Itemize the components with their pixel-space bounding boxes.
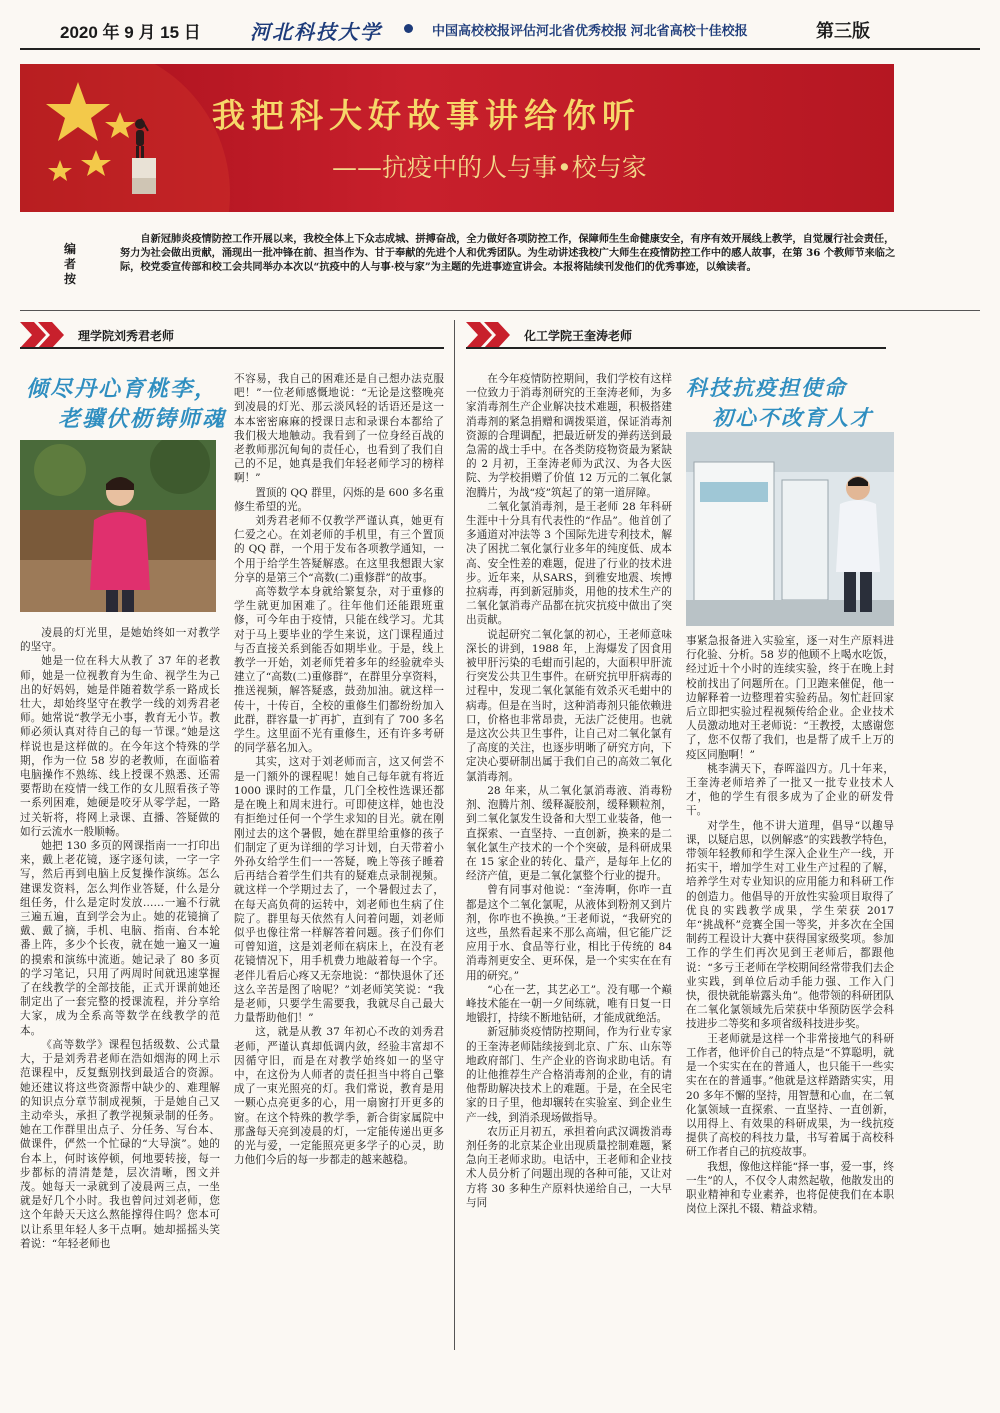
- paragraph: 曾有同事对他说：“奎涛啊，你咋一直都是这个二氧化氯呢，从液体到粉剂又到片剂，你咋也不换换。”王老师说，“我研究的这些，虽然看起来不那么高端，但它能广泛应用于水、食品等行业，相比于传统的 84 消毒剂更安全、更环保，是一个实实在在有用的研究。”: [466, 884, 672, 982]
- left-section-name: 理学院刘秀君老师: [78, 329, 175, 343]
- left-article-column-1: [20, 626, 220, 1340]
- paragraph: 凌晨的灯光里，是她始终如一对教学的坚守。: [20, 627, 220, 654]
- university-logo: 河北科技大学: [250, 20, 382, 44]
- chevron-right-icon: [20, 322, 72, 348]
- right-calligraphy-line-1: 科技抗疫担使命: [686, 375, 847, 400]
- banner-title: 我把科大好故事讲给你听: [212, 96, 641, 135]
- editors-note-text: 自新冠肺炎疫情防控工作开展以来，我校全体上下众志成城、拼搏奋战，全力做好各项防控工作，保障师生生命健康安全，有序有效开展线上教学，自觉履行社会责任，努力为社会做出贡献，涌现出一批冲锋在前、担当作为、甘于奉献的先进个人和优秀团队。为生动讲述我校广大师生在疫情防控工作中的感人故事，在第 36 个教师节来临之际，校党委宣传部和校工会共同举办本次以“抗疫中的人与事·校与家”为主题的先进事迹宣讲会。本报将陆续刊发他们的优秀事迹，以飨读者。: [120, 233, 896, 273]
- bullet-dot-icon: [404, 24, 413, 33]
- paragraph: 《高等数学》课程包括级数、公式量大，于是刘秀君老师在浩如烟海的网上示范课程中，反复甄别找到最适合的资源。她还建议将这些资源帮中缺少的、难理解的知识点分章节制成视频，于是她自己又主动牵头，承担了教学视频录制的任务。她在工作群里出点子、分任务、写台本、做课件，俨然一个忙碌的“大导演”。她的台本上，何时该停顿，何地要转接，每一步都标的清清楚楚，层次清晰，图文并茂。她每天一录就到了凌晨两三点，一坐就是好几个小时。我也曾问过刘老师，您这个年龄天天这么熬能撑得住吗？您本可以让系里年轻人多干点啊。她却摇摇头笑着说：“年轻老师也: [20, 1038, 220, 1250]
- paragraph: 新冠肺炎疫情防控期间，作为行业专家的王奎涛老师陆续接到北京、广东、山东等地政府部门、生产企业的咨询求助电话。有的让他推荐生产合格消毒剂的企业，有的请他帮助解决技术上的难题。于是，在全民宅家的日子里，他却辗转在实验室、到企业生产一线，到消杀现场做指导。: [466, 1026, 672, 1124]
- paragraph: 28 年来，从二氧化氯消毒液、消毒粉剂、泡腾片剂、缓释凝胶剂，缓释颗粒剂，到二氧化氯发生设备和大型工业装备，他一直探索、一直坚持、一直创新，换来的是二氧化氯生产技术的一个个突破，是科研成果在 15 家企业的转化、量产，是每年上亿的经济产值，更是二氧化氯整个行业的提升。: [466, 784, 672, 883]
- right-article-column-2: [686, 634, 894, 1340]
- paragraph: 高等数学本身就给繁复杂，对于重修的学生就更加困难了。往年他们还能跟班重修，可今年由于疫情，只能在线学习。尤其对于马上要毕业的学生来说，这门课程通过与否直接关系到能否如期毕业。于是，线上教学一开始，刘老师凭着多年的经验就牵头建立了“高数(二)重修群”，在群里分享资料，推送视频，解答疑惑，鼓劲加油。就这样一传十，十传百，全校的重修生们都纷纷加入此群，群容量一扩再扩，直到有了 700 多名学生。这里面不光有重修生，还有许多考研的同学慕名加入。: [234, 586, 444, 755]
- masthead-honors: 中国高校校报评估河北省优秀校报 河北省高校十佳校报: [432, 23, 748, 38]
- left-section-underline: [20, 347, 444, 349]
- paragraph: 其实，这对于刘老师而言，这又何尝不是一门额外的课程呢！她自己每年就有将近 1000 课时的工作量，几门全校性选课还都是在晚上和周末进行。可即使这样，她也没有拒绝过任何一个学生求知的目光。就在刚刚过去的这个暑假，她在群里给重修的孩子们制定了更为详细的学习计划，白天带着小外孙女给学生们一一答疑，晚上等孩子睡着后再结合着学生们共有的疑难点录制视频。就这样一个学期过去了，一个暑假过去了，在每天高负荷的运转中，刘老师也生病了住院了。群里每天依然有人问着问题，刘老师似乎也像往常一样解答着问题。孩子们你们可曾知道，这是刘老师在病床上，在没有老花镜情况下，用手机费力地敲着每一个字。老伴儿看后心疼又无奈地说：“都快退休了还这么辛苦是图了啥呢？”刘老师笑笑说：“我是老师，只要学生需要我，我就尽自己最大力量帮助他们！”: [234, 756, 444, 1025]
- left-calligraphy-line-2: 老骥伏枥铸师魂: [58, 406, 227, 432]
- paragraph: 对学生，他不讲大道理，倡导“以趣导课，以疑启思，以例解惑”的实践教学特色，带领年轻教师和学生深入企业生产一线，开拓实干，增加学生对工业生产过程的了解，培养学生对专业知识的应用能力和科研工作的创造力。他倡导的开放性实验项目取得了优良的实践教学成果，学生荣获 2017 年“挑战杯”竞赛全国一等奖，并多次在全国制药工程设计大赛中获得国家级奖项。参加工作的学生们再次见到王老师后，都跟他说：“多亏王老师在学校期间经常带我们去企业实践，到单位后动手能力强、工作入门快，很快就能崭露头角”。他带领的科研团队在二氧化氯领域先后荣获中华预防医学会科技进步二等奖和多项省级科技进步奖。: [686, 819, 894, 1031]
- paragraph: 这，就是从教 37 年初心不改的刘秀君老师，严谨认真却低调内敛，经验丰富却不因循守旧，而是在对教学始终如一的坚守中，在这份为人师者的责任担当中将自己擎成了一束光照亮的灯。我们常说，教育是用一颗心点亮更多的心，用一扇窗打开更多的窗。在这个特殊的教学季，新合街家属院中那盏每天亮到凌晨的灯，一定能传递出更多的光与爱，一定能照亮更多学子的心灵，助力他们今后的每一步都走的越来越稳。: [234, 1026, 444, 1167]
- left-article-column-2: [234, 372, 444, 1340]
- edition-label: 第三版: [816, 21, 870, 41]
- paragraph: 置顶的 QQ 群里，闪烁的是 600 多名重修生希望的光。: [234, 486, 444, 513]
- right-section-underline: [466, 347, 886, 349]
- feature-banner: [20, 64, 894, 212]
- editors-note-tag: 编者按: [64, 242, 77, 286]
- masthead: [0, 0, 1000, 52]
- banner-decoration: [20, 64, 894, 212]
- left-calligraphy-line-1: 倾尽丹心育桃李，: [26, 376, 219, 402]
- paragraph: 说起研究二氧化氯的初心，王老师意味深长的讲到，1988 年，上海爆发了因食用被甲肝污染的毛蚶而引起的，大面积甲肝流行突发公共卫生事件。在研究抗甲肝病毒的过程中，发现二氧化氯能有效杀灭毛蚶中的病毒。但是在当时，这种消毒剂只能依赖进口，价格也非常昂贵，无法广泛使用。也就是这次公共卫生事件，让自己对二氧化氯有了高度的关注，也逐步明晰了研究方向，下定决心要研制出属于我们自己的高效二氧化氯消毒剂。: [466, 628, 672, 783]
- paragraph: 我想，像他这样能“择一事，爱一事，终一生”的人，不仅令人肃然起敬，他散发出的职业精神和专业素养，也将促使我们在本职岗位上深扎不辍、精益求精。: [686, 1160, 894, 1216]
- chevron-right-icon: [466, 322, 518, 348]
- paragraph: 农历正月初五，承担着向武汉调拨消毒剂任务的北京某企业出现质量控制难题，紧急向王老师求助。电话中，王老师和企业技术人员分析了问题出现的各种可能，又让对方将 30 多种生产原料快递给自己，一大早与同: [466, 1125, 672, 1209]
- column-rule: [454, 320, 455, 1350]
- paragraph: 刘秀君老师不仅教学严谨认真，她更有仁爱之心。在刘老师的手机里，有三个置顶的 QQ 群，一个用于发布各项教学通知，一个用于给学生答疑解惑。在这里我想跟大家分享的是第三个“高数(二)重修群”的故事。: [234, 515, 444, 584]
- editors-note: [60, 232, 896, 292]
- masthead-rule: [20, 48, 980, 50]
- paragraph: 事紧急报备进入实验室，逐一对生产原料进行化验、分析。58 岁的他顾不上喝水吃饭，经过近十个小时的连续实验，终于在晚上封校前找出了问题所在。门卫跑来催促，他一边解释着一边整理着实验药品。匆忙赶回家后立即把实验过程视频传给企业。企业技术人员激动地对王老师说：“王教授，太感谢您了，您不仅帮了我们，也是帮了成千上万的疫区同胞啊！”: [686, 635, 894, 761]
- right-section-header: [466, 322, 886, 348]
- paragraph: 她是一位在科大从教了 37 年的老教师，她是一位视教育为生命、视学生为己出的好妈妈，她是伴随着数学系一路成长壮大，却始终坚守在教学一线的刘秀君老师。她常说“教学无小事，教育无小节。教师必须认真对待自己的每一节课。”她是这样说也是这样做的。在今年这个特殊的学期，作为一位 58 岁的老教师，在面临着电脑操作不熟练、线上授课不熟悉、还需要帮助在疫情一线工作的女儿照看孩子等一系列困难，她硬是咬牙从零学起，一路过关斩将，将网上录课、直播、答疑做的如行云流水一般顺畅。: [20, 655, 220, 838]
- paragraph: 二氧化氯消毒剂，是王老师 28 年科研生涯中十分具有代表性的“作品”。他首创了多通道对冲法等 3 个国际先进专利技术，解决了困扰二氧化氯行业多年的纯度低、成本高、安全性差的难题，促进了行业的技术进步。近年来，从SARS，到雅安地震、埃博拉病毒，再到新冠肺炎，用他的技术生产的二氧化氯消毒产品都在抗灾抗疫中做出了突出贡献。: [466, 500, 672, 627]
- paragraph: 她把 130 多页的网课指南一一打印出来，戴上老花镜，逐字逐句读，一字一字写，然后再到电脑上反复操作演练。怎么建课发资料，怎么判作业答疑，什么是分组任务，什么是定时发放……一遍不行就三遍五遍，直到学会为止。她的花镜摘了戴、戴了摘，手机、电脑、指南、台本轮番上阵，多少个长夜，就在她一遍又一遍的摸索和演练中流逝。她记录了 80 多页的学习笔记，只用了两周时间就迅速掌握了在线教学的全部技能，正式开课前她还制定出了一套完整的授课流程，并分享给大家，成为全系高等数学在线教学的范本。: [20, 840, 220, 1037]
- paragraph: 桃李满天下，春晖溢四方。几十年来，王奎涛老师培养了一批又一批专业技术人才，他的学生有很多成为了企业的研发骨干。: [686, 762, 894, 818]
- right-calligraphy-line-2: 初心不改育人才: [712, 405, 873, 430]
- teacher-photo-wang: [686, 432, 894, 626]
- paragraph: 在今年疫情防控期间，我们学校有这样一位致力于消毒剂研究的王奎涛老师，为多家消毒剂生产企业解决技术难题，积极搭建消毒剂的紧急捐赠和调拨渠道，保证消毒剂资源的合理调配，把最近研发的弹药送到最急需的战士手中。在各类防疫物资最为紧缺的 2 月初，王奎涛老师为武汉、为各大医院、为学校捐赠了价值 12 万元的二氧化氯泡腾片，为战“疫”筑起了的第一道屏障。: [466, 373, 672, 499]
- right-article-column-1: [466, 372, 672, 1340]
- banner-subtitle: ——抗疫中的人与事•校与家: [332, 153, 647, 182]
- section-divider: [20, 310, 980, 311]
- left-section-header: [20, 322, 444, 348]
- right-section-name: 化工学院王奎涛老师: [524, 329, 633, 343]
- issue-date: 2020 年 9 月 15 日: [60, 23, 201, 42]
- paragraph: 王老师就是这样一个非常接地气的科研工作者，他评价自己的特点是“不算聪明，就是一个实实在在的普通人，也只能干一些实实在在的普通事。”他就是这样踏踏实实，用 20 多年不懈的坚持，用智慧和心血，在二氧化氯领域一直探索、一直坚持、一直创新，以用得上、有效果的科研成果，为一线抗疫提供了高校的科技力量，书写着属于高校科研工作者自己的抗疫故事。: [686, 1032, 894, 1159]
- paragraph: “心在一艺，其艺必工”。没有哪一个巅峰技术能在一朝一夕间练就，唯有日复一日地锻打，持续不断地钻研，才能成就绝活。: [466, 983, 672, 1025]
- paragraph: 不容易，我自己的困难还是自己想办法克服吧！”一位老师感慨地说：“无论是这整晚亮到凌晨的灯光、那云淡风轻的话语还是这一本本密密麻麻的授课日志和录课台本都给了我们极大地触动。我看到了一位身经百战的老教师那沉甸甸的责任心，也看到了我们自己的不足，她真是我们年轻老师学习的榜样啊！”: [234, 373, 444, 485]
- teacher-photo-liu: [20, 440, 216, 612]
